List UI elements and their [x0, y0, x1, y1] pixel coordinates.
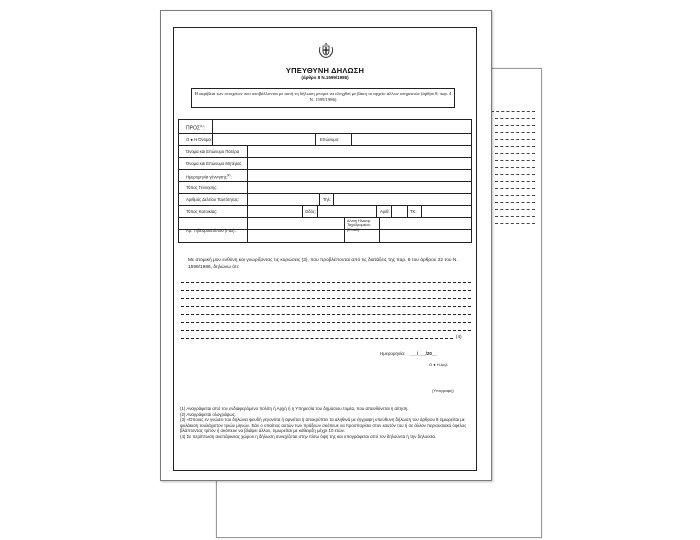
form-subtitle: (άρθρο 8 Ν.1599/1986) — [301, 75, 349, 80]
footnote: (1) Αναγράφεται από τον ενδιαφερόμενο πολίτη ή Αρχή ή η Υπηρεσία του δημόσιου τομέα, που απευθύνεται η αίτηση. — [180, 406, 409, 411]
email-label: Δ/νση Ηλεκτρ. Ταχυδρομείου (Email): — [347, 219, 371, 232]
form-frame — [173, 27, 477, 471]
name-label: Ο ● Η Όνομα: — [186, 137, 212, 142]
to-label: ΠΡΟΣ$^{(1)}$: — [186, 124, 205, 132]
signature-label: (Υπογραφή) — [432, 388, 454, 393]
greek-coat-of-arms-icon — [317, 42, 335, 60]
writing-line — [181, 338, 453, 339]
date-value: ___/___/20__ — [409, 351, 437, 356]
surname-label: Επώνυμο: — [320, 137, 340, 142]
footnote: (3) «Όποιος εν γνώσει του δηλώνει ψευδή γεγονότα ή αρνείται ή αποκρύπτει τα αληθινά με έγγραφη υπεύθυνη δήλωση του άρθρου 8 τιμωρείται με φυλάκιση τουλάχιστον τριών μηνών. Εάν ο υπαίτιος αυτών των πράξεων σκόπευε να προσπορίσει στον εαυτόν του ή σε άλλον περιουσιακό όφελος βλάπτοντας τρίτον ή σκόπευε να βλάψει άλλον, τιμωρείται με κάθειρξη μέχρι 10 ετών. — [180, 417, 467, 434]
birth-place-label: Τόπος Γέννησης: — [186, 185, 218, 190]
id-number-label: Αριθμός Δελτίου Ταυτότητας: — [186, 197, 240, 202]
footnote: (2) Αναγράφεται ολογράφως. — [180, 411, 237, 417]
declaration-text: Με ατομική μου ευθύνη και γνωρίζοντας τις κυρώσεις (3), που προβλέπονται από τις διατάξεις της παρ. 6 του άρθρου 22 του Ν. 1599/1986, δηλώνω ότι: — [188, 258, 458, 270]
continuation-note: (4) — [456, 334, 462, 339]
father-name-label: Όνομα και Επώνυμο Πατέρα — [186, 149, 240, 154]
form-title: ΥΠΕΥΘΥΝΗ ΔΗΛΩΣΗ — [285, 66, 365, 75]
birth-date-label: Ημερομηνία γέννησης$^{(2)}$: — [186, 173, 232, 180]
writing-line — [181, 298, 471, 299]
declarant-label: Ο ● Η Δηλ. — [429, 362, 449, 367]
residence-label: Τόπος Κατοικίας: — [186, 209, 218, 214]
writing-line — [181, 314, 471, 315]
number-label: Αριθ: — [380, 209, 390, 214]
writing-line — [181, 290, 471, 291]
form-sheet — [160, 10, 492, 481]
street-label: Οδός: — [305, 209, 317, 214]
footnotes — [180, 406, 472, 440]
accuracy-notice: Η ακρίβεια των στοιχείων που υποβάλλονται με αυτή τη δήλωση μπορεί να ελεγχθεί με βάση το αρχείο άλλων υπηρεσιών (άρθρο 8, παρ. 4 Ν. 1599/1986) — [191, 88, 455, 108]
fax-label: Αρ. Τηλεομοιοτύπου (Fax): — [186, 228, 236, 233]
writing-line — [181, 330, 471, 331]
date-row — [380, 351, 437, 356]
personal-data-grid — [178, 119, 472, 243]
postal-code-label: ΤΚ: — [410, 209, 417, 214]
writing-line — [181, 282, 471, 283]
phone-label: Τηλ: — [323, 197, 331, 202]
footnote: (4) Σε περίπτωση ανεπάρκειας χώρου η δήλωση συνεχίζεται στην πίσω όψη της και υπογράφεται από τον δηλούντα ή την δηλούσα. — [180, 433, 436, 439]
mother-name-label: Όνομα και Επώνυμο Μητέρας — [186, 161, 242, 166]
writing-line — [181, 322, 471, 323]
writing-line — [181, 306, 471, 307]
date-label: Ημερομηνία: — [380, 351, 406, 356]
